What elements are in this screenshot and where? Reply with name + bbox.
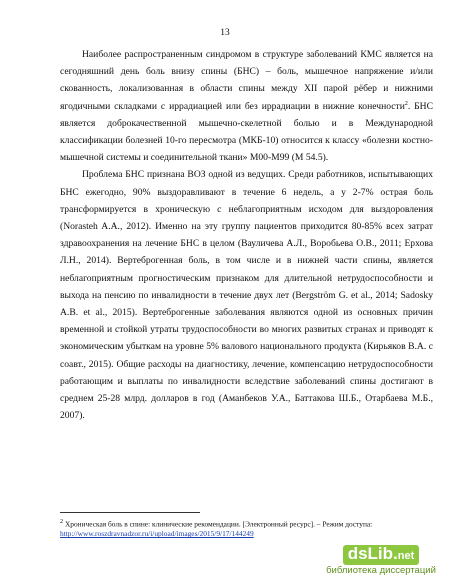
watermark-logo-dot: . — [393, 544, 398, 563]
page-number: 13 — [220, 28, 230, 38]
paragraph-2: Проблема БНС признана ВОЗ одной из ведущих. Среди работников, испытывающих БНС ежегодно, 90% выздоравливают в течение 6 недель, а у 2-7% острая боль трансформируется в хроническую с неблагоприятным исходом для выздоровления (Norasteh A.A., 2012). Именно на эту группу пациентов приходится 80-85% всех затрат здравоохранения на лечение БНС в целом (Вауличева А.Л., Воробьева О.В., 2011; Ерхова Л.Н., 2014). Вертеброгенная боль, в том числе и в нижней части спины, является неблагоприятным прогностическим признаком для длительной нетрудоспособности и выхода на пенсию по инвалидности в течение двух лет (Bergström G. et al., 2014; Sadosky A.B. et al., 2015). Вертеброгенные заболевания являются одной из основных причин временной и стойкой утраты трудоспособности во многих развитых странах и приводят к экономическим убыткам на уровне 5% валового национального продукта (Кирьяков В.А. с соавт., 2015). Общие расходы на диагностику, лечение, компенсацию нетрудоспособности работающим и выплаты по инвалидности вследствие заболеваний спины достигают в среднем 25-28 млрд. долларов в год (Аманбеков У.А., Баттакова Ш.Б., Отарбаева М.Б., 2007). — [60, 169, 433, 422]
footnote-divider — [60, 512, 200, 513]
paragraph-1-tail: . БНС является доброкачественной мышечно-скелетной болью и в Международной классификации болезней 10-го пересмотра (МКБ-10) относится к классу «болезни костно-мышечной системы и соединительной ткани» М00-М99 (М 54.5). — [60, 100, 433, 164]
footnote-ref[interactable]: 2 — [404, 100, 408, 107]
watermark-logo — [348, 544, 415, 563]
watermark-logo-tld: net — [397, 550, 415, 562]
watermark-logo-box — [343, 545, 420, 565]
paragraph-1 — [60, 46, 433, 166]
watermark-logo-main: dsLib — [347, 544, 394, 563]
footnote-link[interactable]: http://www.roszdravnadzor.ru/i/upload/images/2015/9/17/144249 — [60, 529, 254, 539]
footnote-text: Хроническая боль в спине: клинические рекомендации. [Электронный ресурс]. – Режим доступа: — [64, 519, 373, 529]
body-text — [60, 46, 433, 424]
watermark-subtitle: библиотека диссертаций — [326, 565, 436, 576]
footnote — [60, 517, 440, 539]
watermark — [320, 545, 442, 576]
footnote-marker: 2 — [60, 519, 64, 525]
paragraph-1-text: Наиболее распространенным синдромом в структуре заболеваний КМС является на сегодняшний день боль внизу спины (БНС) – боль, мышечное напряжение и/или скованность, локализованная в области спины между XII парой рёбер и нижними ягодичными складками с иррадиацией или без иррадиации в нижние конечности — [60, 49, 433, 112]
